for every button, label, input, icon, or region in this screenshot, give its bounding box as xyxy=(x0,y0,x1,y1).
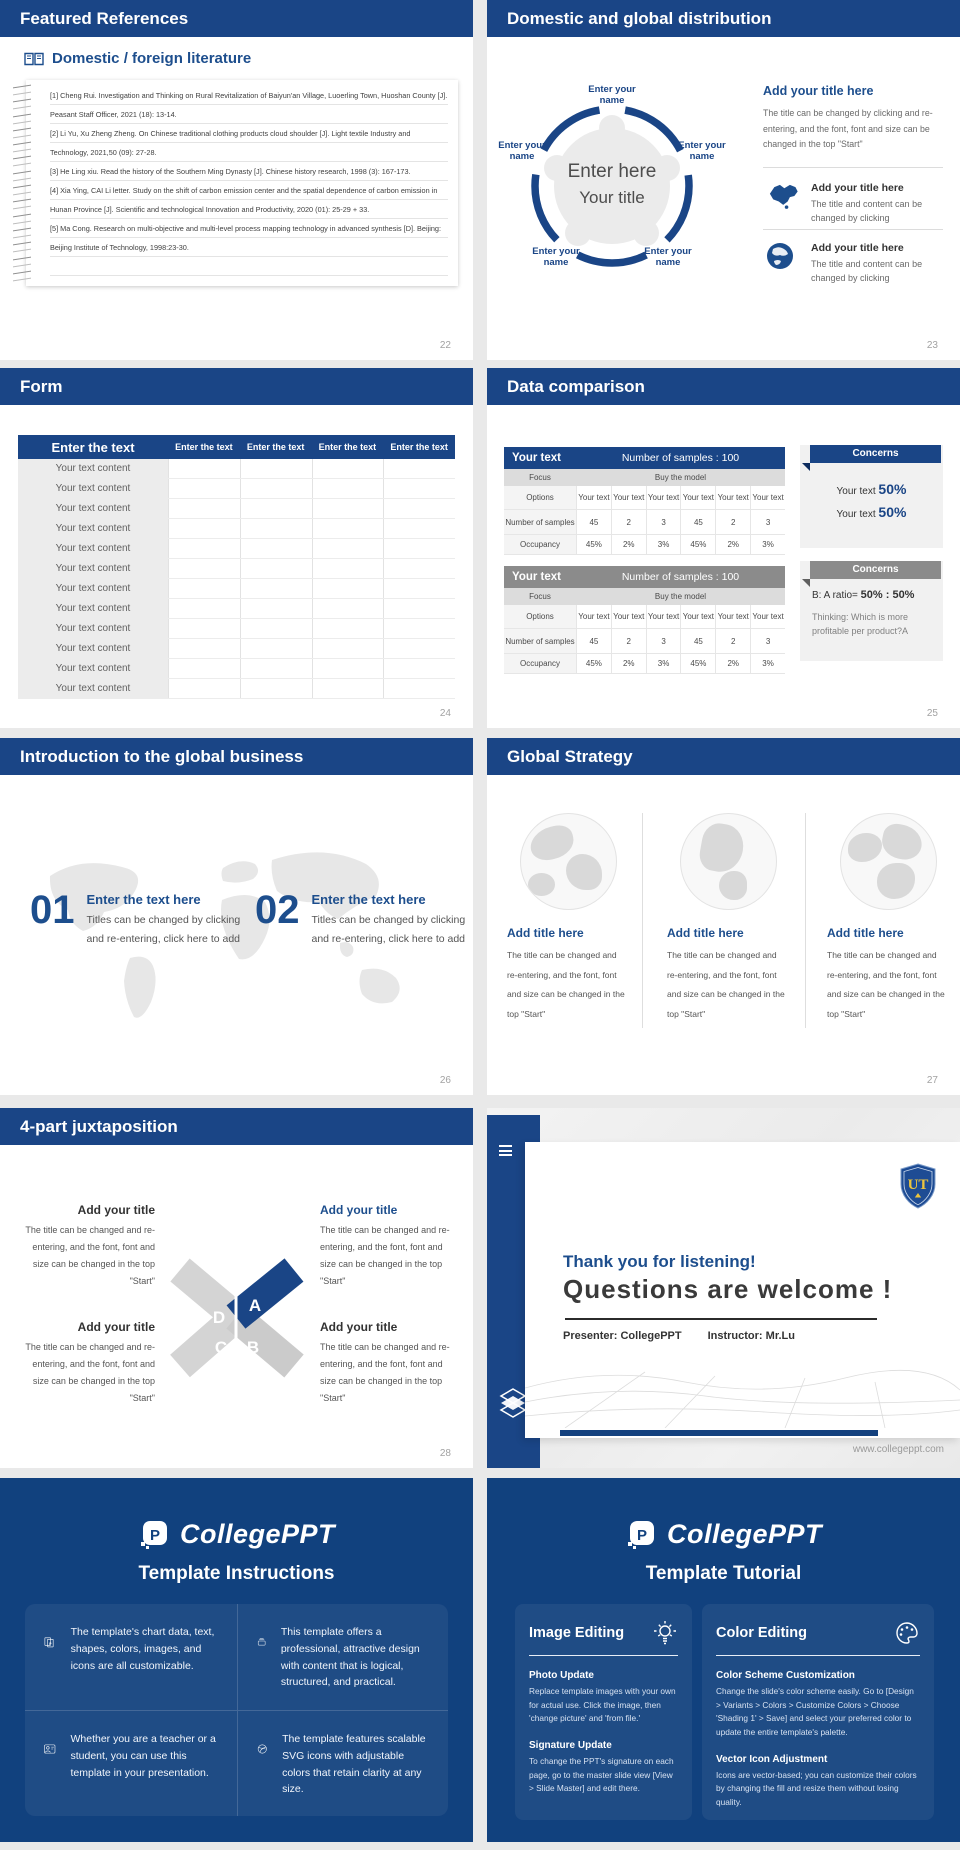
brand-logo-row xyxy=(0,1478,473,1550)
jux-block-top-right: Add your title The title can be changed and re-entering, and the font, font and size can be changed in the top "Start" xyxy=(320,1203,450,1286)
table-row xyxy=(18,559,455,579)
table-cell-empty xyxy=(383,499,455,518)
column-heading: Add title here xyxy=(667,926,744,940)
globe-graphic xyxy=(680,813,777,910)
slide-title: Form xyxy=(0,368,473,405)
slide-4-part-juxtaposition[interactable] xyxy=(0,1108,473,1468)
item-number: 02 xyxy=(255,888,300,932)
options-row: Options Your text Your text Your text Your text Your text Your text xyxy=(504,605,785,629)
column-body: The title can be changed and re-entering, and the font, font and size can be changed in the top "Start" xyxy=(507,950,625,1019)
tutorial-item-body: Replace template images with your own for actual use. Click the image, then 'change picture' and 'from file.' xyxy=(529,1686,676,1724)
slide-global-business[interactable] xyxy=(0,738,473,1095)
numbered-item-1 xyxy=(30,890,259,949)
globe-icon xyxy=(764,240,796,272)
references-card xyxy=(26,80,458,286)
table-cell-empty xyxy=(240,459,312,478)
right-item-body: The title and content can be changed by clicking xyxy=(811,259,923,283)
card-heading: Color Editing xyxy=(716,1625,808,1641)
table-cell-empty xyxy=(168,459,240,478)
table-cell-empty xyxy=(312,599,384,618)
slide-title: 4-part juxtaposition xyxy=(0,1108,473,1145)
instruction-cards xyxy=(25,1604,448,1816)
table-cell-empty xyxy=(312,619,384,638)
tutorial-item-body: Change the slide's color scheme easily. Go to [Design > Variants > Colors > Customize Colors > Choose 'Shading 1' > Save] and select your preferred color to update the entire template's palette. xyxy=(716,1686,914,1738)
circular-diagram xyxy=(498,66,726,310)
table-header-row xyxy=(504,566,785,588)
brand-logo-row xyxy=(487,1478,960,1550)
table-row xyxy=(18,579,455,599)
table-row xyxy=(18,539,455,559)
column-divider xyxy=(805,813,806,1028)
table-cell-empty xyxy=(383,539,455,558)
closing-card xyxy=(525,1142,960,1438)
numbered-item-2 xyxy=(255,890,473,949)
table-row xyxy=(18,519,455,539)
table-cell-empty xyxy=(240,659,312,678)
reference-item: [5] Ma Cong. Research on multi-objective and multi-level process mapping technology in advanced synthesis [D]. Beijing: Beijing Institute of Technology, 1998:23-30. xyxy=(50,224,441,252)
brand-name: CollegePPT xyxy=(179,1518,336,1549)
table-header-cell: Enter the text xyxy=(175,442,233,452)
page-number: 28 xyxy=(439,1448,451,1459)
right-item-heading: Add your title here xyxy=(811,182,904,194)
china-map-icon xyxy=(761,180,801,212)
samples-header: Number of samples : 100 xyxy=(621,571,740,583)
table-cell-empty xyxy=(240,619,312,638)
right-body: The title can be changed by clicking and re-entering, and the font, font and size can be changed in the top "Start" xyxy=(763,108,933,149)
underline-rule xyxy=(565,1318,877,1320)
brand-name: CollegePPT xyxy=(666,1518,823,1549)
collegeppt-logo-icon xyxy=(625,1518,657,1550)
table-cell-empty xyxy=(240,479,312,498)
table-cell-empty xyxy=(240,519,312,538)
slide-title: Data comparison xyxy=(487,368,960,405)
concerns-line: Your text 50% xyxy=(836,504,907,520)
spiral-binding xyxy=(13,86,31,280)
table-cell-empty xyxy=(312,539,384,558)
item-body: Titles can be changed by clicking and re-entering, click here to add xyxy=(311,914,466,945)
diagram-node-bottom-left: Enter your name xyxy=(532,246,580,268)
strategy-column-3 xyxy=(827,813,949,1024)
tutorial-item-title: Signature Update xyxy=(529,1740,612,1752)
table-row xyxy=(18,499,455,519)
table-cell-empty xyxy=(168,659,240,678)
table-row xyxy=(18,459,455,479)
right-heading: Add your title here xyxy=(763,84,874,98)
table-cell-label: Your text content xyxy=(18,499,168,518)
options-row: Options Your text Your text Your text Your text Your text Your text xyxy=(504,486,785,510)
open-book-icon xyxy=(24,52,44,66)
jux-block-bottom-right: Add your title The title can be changed and re-entering, and the font, font and size can be changed in the top "Start" xyxy=(320,1320,450,1403)
table-row xyxy=(18,659,455,679)
letter-d: D xyxy=(212,1308,226,1327)
bulb-icon xyxy=(652,1620,678,1646)
jux-block-top-left: Add your title The title can be changed and re-entering, and the font, font and size can be changed in the top "Start" xyxy=(25,1203,155,1286)
ribbon-fold xyxy=(802,579,810,587)
letter-a: A xyxy=(248,1296,262,1315)
slide-data-comparison[interactable] xyxy=(487,368,960,728)
table-cell-empty xyxy=(240,559,312,578)
tutorial-item-body: To change the PPT's signature on each page, go to the master slide view [View > Slide Master] and edit there. xyxy=(529,1756,674,1794)
column-divider xyxy=(642,813,643,1028)
instruction-card: The template features scalable SVG icons with adjustable colors that retain clarity at any size. xyxy=(237,1710,449,1816)
vector-ball-icon xyxy=(256,1731,269,1767)
instruction-card: This template offers a professional, attractive design with content that is logical, structured, and practical. xyxy=(237,1604,449,1710)
strategy-column-2 xyxy=(667,813,789,1024)
table-cell-empty xyxy=(240,639,312,658)
reference-item: [3] He Ling xiu. Read the history of the Southern Ming Dynasty [J]. Chinese history research, 1998 (3): 167-173. xyxy=(50,167,411,176)
globe-graphic xyxy=(520,813,617,910)
tray-icon xyxy=(256,1624,267,1660)
right-item-heading: Add your title here xyxy=(811,242,904,254)
table-cell-label: Your text content xyxy=(18,659,168,678)
concerns-ribbon: Concerns xyxy=(810,561,941,579)
svg-text:P: P xyxy=(636,1527,647,1544)
table-row xyxy=(18,679,455,699)
table-row xyxy=(18,619,455,639)
tutorial-item-title: Color Scheme Customization xyxy=(716,1670,855,1681)
page-number: 25 xyxy=(926,708,938,719)
form-table xyxy=(18,435,455,699)
slide-title: Introduction to the global business xyxy=(0,738,473,775)
table-cell-empty xyxy=(312,679,384,698)
panel-template-instructions xyxy=(0,1478,473,1842)
table-cell-empty xyxy=(312,459,384,478)
table-header-row xyxy=(18,435,455,459)
palette-icon xyxy=(894,1620,920,1646)
concerns-card-blue xyxy=(800,445,943,548)
table-label: Your text xyxy=(512,571,561,583)
table-cell-empty xyxy=(383,519,455,538)
column-body: The title can be changed and re-entering, and the font, font and size can be changed in the top "Start" xyxy=(667,950,785,1019)
occupancy-row: Occupancy 45% 2% 3% 45% 2% 3% xyxy=(504,535,785,555)
page-number: 26 xyxy=(439,1075,451,1086)
table-cell-empty xyxy=(383,479,455,498)
table-cell-empty xyxy=(383,659,455,678)
comparison-table-blue xyxy=(504,447,785,555)
instruction-card: Whether you are a teacher or a student, you can use this template in your presentation. xyxy=(25,1710,237,1816)
concerns-ribbon: Concerns xyxy=(810,445,941,463)
table-cell-label: Your text content xyxy=(18,619,168,638)
panel-template-tutorial xyxy=(487,1478,960,1842)
item-heading: Enter the text here xyxy=(86,892,201,907)
divider xyxy=(763,167,943,168)
tutorial-card-image-editing xyxy=(515,1604,692,1820)
table-cell-empty xyxy=(383,679,455,698)
svg-text:UT: UT xyxy=(907,1177,929,1193)
table-cell-label: Your text content xyxy=(18,479,168,498)
diagram-node-left: Enter your name xyxy=(498,140,546,162)
diagram-center-text xyxy=(537,158,687,210)
item-number: 01 xyxy=(30,888,75,932)
table-cell-empty xyxy=(383,559,455,578)
slide-global-strategy[interactable] xyxy=(487,738,960,1095)
comparison-table-gray xyxy=(504,566,785,674)
table-header-cell: Enter the text xyxy=(390,442,448,452)
table-cell-empty xyxy=(312,499,384,518)
reference-list xyxy=(50,86,448,280)
table-header-cell: Enter the text xyxy=(51,439,135,455)
table-cell-empty xyxy=(240,599,312,618)
instruction-card: P The template's chart data, text, shapes, colors, images, and icons are all customizable. xyxy=(25,1604,237,1710)
table-header-row xyxy=(504,447,785,469)
table-cell-label: Your text content xyxy=(18,579,168,598)
reference-item: [1] Cheng Rui. Investigation and Thinking on Rural Revitalization of Baiyun'an Village, Luoerling Town, Huoshan County [J]. Peasant Staff Officer, 2021 (18): 13-14. xyxy=(50,91,448,119)
diagram-center-line1: Enter here xyxy=(567,161,657,182)
page-number: 23 xyxy=(926,340,938,351)
table-cell-label: Your text content xyxy=(18,679,168,698)
presenter-row xyxy=(563,1330,821,1342)
table-header-cell: Enter the text xyxy=(246,442,305,452)
table-cell-label: Your text content xyxy=(18,519,168,538)
table-row xyxy=(18,639,455,659)
table-cell-empty xyxy=(168,639,240,658)
bottom-accent-bar xyxy=(560,1430,878,1436)
table-cell-empty xyxy=(168,679,240,698)
svg-text:P: P xyxy=(49,1642,52,1647)
table-cell-empty xyxy=(383,459,455,478)
table-label: Your text xyxy=(512,452,561,464)
table-cell-label: Your text content xyxy=(18,559,168,578)
card-heading: Image Editing xyxy=(529,1625,625,1641)
ribbon-fold xyxy=(802,463,810,471)
panel-heading: Template Tutorial xyxy=(645,1563,802,1584)
table-cell-empty xyxy=(240,539,312,558)
website-url: www.collegeppt.com xyxy=(852,1444,944,1455)
table-cell-empty xyxy=(312,479,384,498)
layers-icon xyxy=(498,1387,528,1421)
x-ribbon-graphic xyxy=(160,1254,312,1382)
table-cell-empty xyxy=(383,599,455,618)
instructor-label: Instructor: Mr.Lu xyxy=(707,1330,795,1342)
table-header-cell: Enter the text xyxy=(318,442,377,452)
panel-heading: Template Instructions xyxy=(138,1563,335,1584)
focus-row: Focus Buy the model xyxy=(504,588,785,605)
thanks-line-1: Thank you for listening! xyxy=(563,1252,756,1271)
table-cell-empty xyxy=(168,619,240,638)
table-cell-empty xyxy=(312,519,384,538)
table-cell-empty xyxy=(383,579,455,598)
tutorial-item-title: Vector Icon Adjustment xyxy=(716,1753,828,1765)
slides-icon xyxy=(43,1624,57,1660)
ratio-line: B: A ratio= 50% : 50% xyxy=(812,589,915,601)
svg-text:P: P xyxy=(149,1527,160,1544)
tutorial-card-color-editing xyxy=(702,1604,934,1820)
table-cell-empty xyxy=(240,579,312,598)
tutorial-item-title: Photo Update xyxy=(529,1670,594,1681)
diagram-node-right: Enter your name xyxy=(678,140,726,162)
collegeppt-logo-icon xyxy=(138,1518,170,1550)
samples-row: Number of samples 45 2 3 45 2 3 xyxy=(504,510,785,535)
table-row xyxy=(18,599,455,619)
slide-domestic-global-distribution[interactable] xyxy=(487,0,960,360)
world-map-watermark xyxy=(10,838,465,1088)
strategy-column-1 xyxy=(507,813,629,1024)
column-heading: Add title here xyxy=(507,926,584,940)
table-cell-empty xyxy=(312,659,384,678)
diagram-node-top: Enter your name xyxy=(588,84,636,106)
occupancy-row: Occupancy 45% 2% 3% 45% 2% 3% xyxy=(504,654,785,674)
slide-title: Featured References xyxy=(0,0,473,37)
samples-header: Number of samples : 100 xyxy=(621,452,740,464)
column-heading: Add title here xyxy=(827,926,904,940)
right-item-body: The title and content can be changed by clicking xyxy=(811,199,923,223)
thanks-line-2: Questions are welcome ! xyxy=(563,1274,893,1304)
letter-c: C xyxy=(214,1338,228,1357)
table-cell-empty xyxy=(168,579,240,598)
table-cell-empty xyxy=(240,679,312,698)
table-cell-label: Your text content xyxy=(18,639,168,658)
samples-row: Number of samples 45 2 3 45 2 3 xyxy=(504,629,785,654)
diagram-node-bottom-right: Enter your name xyxy=(644,246,692,268)
item-body: Titles can be changed by clicking and re-entering, click here to add xyxy=(86,914,241,945)
table-cell-label: Your text content xyxy=(18,539,168,558)
table-cell-empty xyxy=(168,539,240,558)
diagram-center-line2: Your title xyxy=(579,188,645,207)
focus-row: Focus Buy the model xyxy=(504,469,785,486)
page-number: 24 xyxy=(439,708,451,719)
presenter-label: Presenter: CollegePPT xyxy=(563,1330,682,1342)
table-cell-empty xyxy=(312,579,384,598)
wireframe-mesh-graphic xyxy=(525,1354,960,1428)
table-row xyxy=(18,479,455,499)
table-cell-empty xyxy=(312,639,384,658)
concerns-card-gray xyxy=(800,561,943,661)
column-body: The title can be changed and re-entering, and the font, font and size can be changed in the top "Start" xyxy=(827,950,945,1019)
page-number: 22 xyxy=(439,340,451,351)
divider xyxy=(763,229,943,230)
table-cell-label: Your text content xyxy=(18,459,168,478)
hamburger-icon xyxy=(499,1145,512,1159)
table-cell-empty xyxy=(383,639,455,658)
heading-underline xyxy=(716,1655,920,1656)
table-cell-empty xyxy=(168,499,240,518)
thinking-note: Thinking: Which is more profitable per product?A xyxy=(812,612,909,636)
slide-featured-references[interactable] xyxy=(0,0,473,360)
globe-graphic xyxy=(840,813,937,910)
slide-form[interactable] xyxy=(0,368,473,728)
slide-title: Global Strategy xyxy=(487,738,960,775)
teacher-icon xyxy=(43,1731,56,1767)
tutorial-item-body: Icons are vector-based; you can customize their colors by changing the fill and resize them without losing quality. xyxy=(716,1769,917,1808)
heading-underline xyxy=(529,1655,678,1656)
university-shield-logo xyxy=(898,1162,938,1210)
slide-thank-you[interactable] xyxy=(487,1108,960,1468)
table-cell-empty xyxy=(168,479,240,498)
letter-b: B xyxy=(246,1338,260,1357)
slide-title: Domestic and global distribution xyxy=(487,0,960,37)
table-cell-empty xyxy=(168,599,240,618)
jux-block-bottom-left: Add your title The title can be changed and re-entering, and the font, font and size can be changed in the top "Start" xyxy=(25,1320,155,1403)
section-title: Domestic / foreign literature xyxy=(52,50,252,67)
table-cell-empty xyxy=(240,499,312,518)
concerns-line: Your text 50% xyxy=(836,481,907,497)
table-cell-empty xyxy=(168,519,240,538)
table-cell-empty xyxy=(168,559,240,578)
table-cell-label: Your text content xyxy=(18,599,168,618)
reference-item: [2] Li Yu, Xu Zheng Zheng. On Chinese traditional clothing products cloud shoulder [J]. Light textile Industry and Technology, 2021,50 (09): 27-28. xyxy=(50,129,411,157)
table-cell-empty xyxy=(312,559,384,578)
table-cell-empty xyxy=(383,619,455,638)
tutorial-cards xyxy=(515,1604,934,1820)
item-heading: Enter the text here xyxy=(311,892,426,907)
page-number: 27 xyxy=(926,1075,938,1086)
reference-item: [4] Xia Ying, CAI Li letter. Study on the shift of carbon emission center and the spatial dependence of carbon emission in Hunan Province [J]. Scientific and technological Innovation and Productivity, 2020 (01): 25-29 + 33. xyxy=(50,186,438,214)
section-heading xyxy=(24,50,251,67)
